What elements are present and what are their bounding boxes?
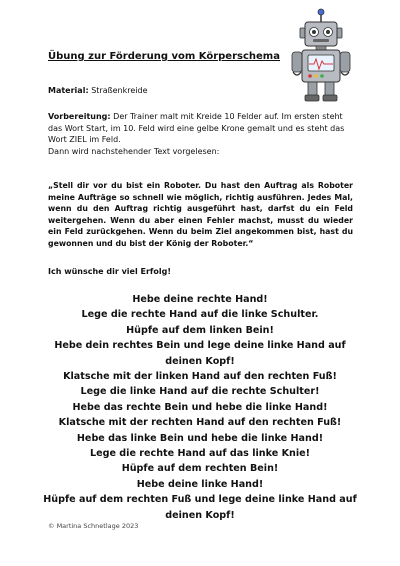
command-list (30, 292, 370, 523)
preparation-section (48, 111, 353, 157)
command-line: Hüpfe auf dem linken Bein! (126, 324, 274, 336)
command-line: Lege die rechte Hand auf die linke Schulter. (81, 309, 319, 321)
command-line: Lege die linke Hand auf die rechte Schulter! (80, 386, 320, 398)
page-title: Übung zur Förderung vom Körperschema (48, 51, 280, 62)
material-line (48, 86, 148, 95)
command-line: Hebe deine rechte Hand! (132, 294, 268, 305)
copyright-footer: © Martina Schnetlage 2023 (48, 522, 139, 530)
command-line: Klatsche mit der linken Hand auf den rechten Fuß! (63, 371, 337, 383)
command-line: deinen Kopf! (165, 509, 235, 521)
command-line: Hebe das rechte Bein und hebe die linke Hand! (72, 401, 328, 413)
command-line: Hebe deine linke Hand! (136, 478, 264, 490)
command-line: deinen Kopf! (165, 355, 235, 367)
robot-icon (288, 8, 354, 104)
command-line: Hüpfe auf dem rechten Fuß und lege deine linke Hand auf (43, 494, 357, 506)
material-value: Straßenkreide (91, 86, 148, 95)
preparation-label: Vorbereitung: (48, 112, 111, 121)
command-line: Hüpfe auf dem rechten Bein! (121, 463, 279, 475)
good-luck-text: Ich wünsche dir viel Erfolg! (48, 267, 172, 276)
command-line: Klatsche mit der rechten Hand auf den rechten Fuß! (58, 417, 342, 429)
command-line: Hebe dein rechtes Bein und lege deine linke Hand auf (54, 340, 346, 352)
instruction-quote: „Stell dir vor du bist ein Roboter. Du hast den Auftrag als Roboter meine Aufträge so schnell wie möglich, richtig ausführen. Jedes Mal, wenn du den Auftrag richtig ausgeführt hast, darfst du ein Feld weitergehen. Wenn du aber einen Fehler machst, musst du wieder ein Feld zurückgehen. Wenn du beim Ziel angekommen bist, hast du gewonnen und du bist der König der Roboter.“ (48, 181, 353, 248)
command-line: Lege die rechte Hand auf das linke Knie! (89, 448, 311, 460)
preparation-text-2: Dann wird nachstehender Text vorgelesen: (48, 146, 220, 156)
preparation-text: Der Trainer malt mit Kreide 10 Felder auf. Im ersten steht das Wort Start, im 10. Feld wird eine gelbe Krone gemalt und es steht das Wort ZIEL im Feld. (48, 112, 345, 144)
material-label: Material: (48, 86, 89, 95)
command-line: Hebe das linke Bein und hebe die linke Hand! (76, 432, 324, 444)
